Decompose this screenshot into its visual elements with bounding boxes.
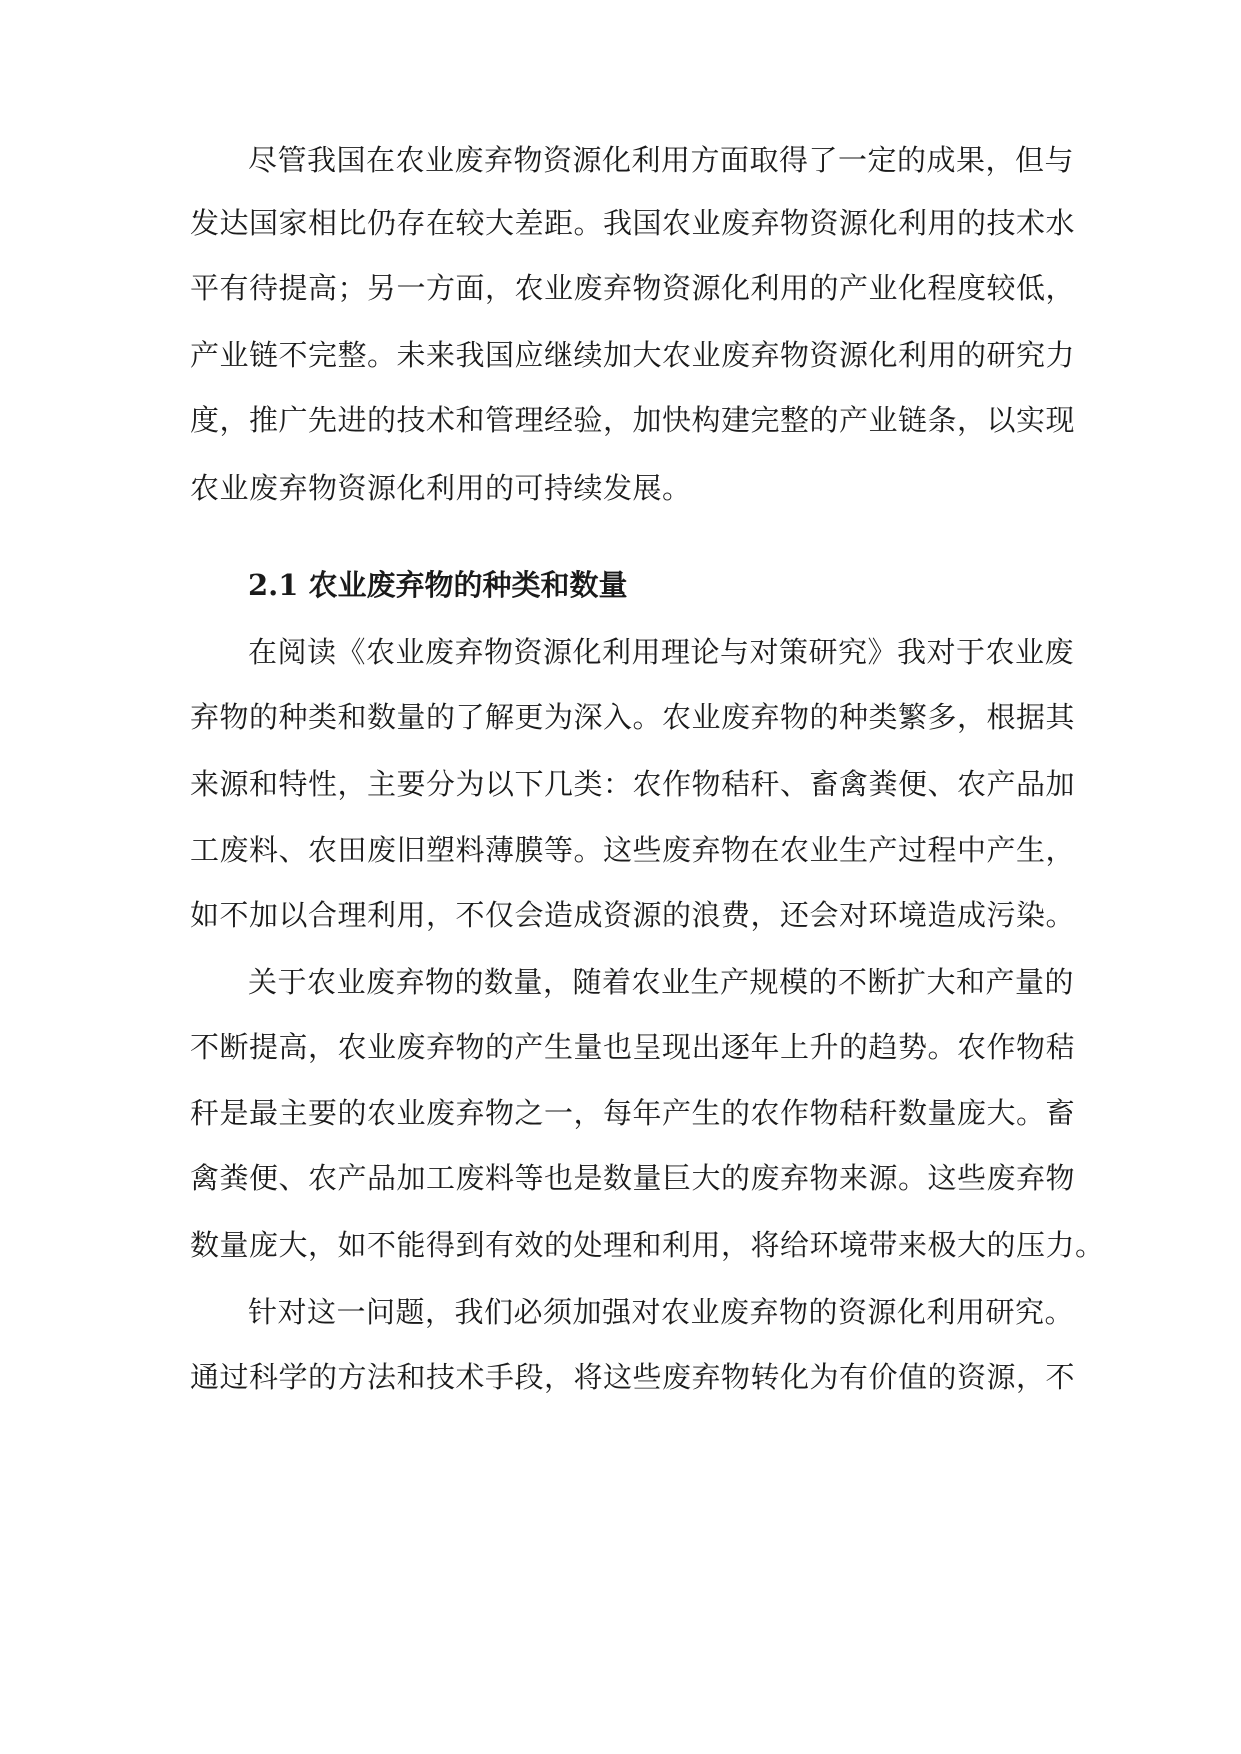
text-line: 平有待提高；另一方面，农业废弃物资源化利用的产业化程度较低， <box>190 271 1076 305</box>
text-line: 工废料、农田废旧塑料薄膜等。这些废弃物在农业生产过程中产生， <box>190 833 1076 867</box>
text-line: 针对这一问题，我们必须加强对农业废弃物的资源化利用研究。 <box>248 1295 1075 1329</box>
text-line: 弃物的种类和数量的了解更为深入。农业废弃物的种类繁多，根据其 <box>190 700 1076 734</box>
text-line: 秆是最主要的农业废弃物之一，每年产生的农作物秸秆数量庞大。畜 <box>190 1096 1076 1130</box>
text-line: 尽管我国在农业废弃物资源化利用方面取得了一定的成果，但与 <box>248 143 1075 177</box>
text-line: 来源和特性，主要分为以下几类：农作物秸秆、畜禽粪便、农产品加 <box>190 767 1076 801</box>
text-line: 产业链不完整。未来我国应继续加大农业废弃物资源化利用的研究力 <box>190 338 1076 372</box>
text-line: 如不加以合理利用，不仅会造成资源的浪费，还会对环境造成污染。 <box>190 898 1076 932</box>
text-line: 发达国家相比仍存在较大差距。我国农业废弃物资源化利用的技术水 <box>190 206 1076 240</box>
text-line: 在阅读《农业废弃物资源化利用理论与对策研究》我对于农业废 <box>248 635 1075 669</box>
text-line: 关于农业废弃物的数量，随着农业生产规模的不断扩大和产量的 <box>248 965 1075 999</box>
section-heading: 2.1 农业废弃物的种类和数量 <box>248 568 628 602</box>
text-line: 通过科学的方法和技术手段，将这些废弃物转化为有价值的资源，不 <box>190 1360 1076 1394</box>
text-line: 农业废弃物资源化利用的可持续发展。 <box>190 471 692 505</box>
text-line: 度，推广先进的技术和管理经验，加快构建完整的产业链条，以实现 <box>190 403 1076 437</box>
text-line: 禽粪便、农产品加工废料等也是数量巨大的废弃物来源。这些废弃物 <box>190 1161 1076 1195</box>
text-line: 不断提高，农业废弃物的产生量也呈现出逐年上升的趋势。农作物秸 <box>190 1030 1076 1064</box>
text-line: 数量庞大，如不能得到有效的处理和利用，将给环境带来极大的压力。 <box>190 1228 1105 1262</box>
